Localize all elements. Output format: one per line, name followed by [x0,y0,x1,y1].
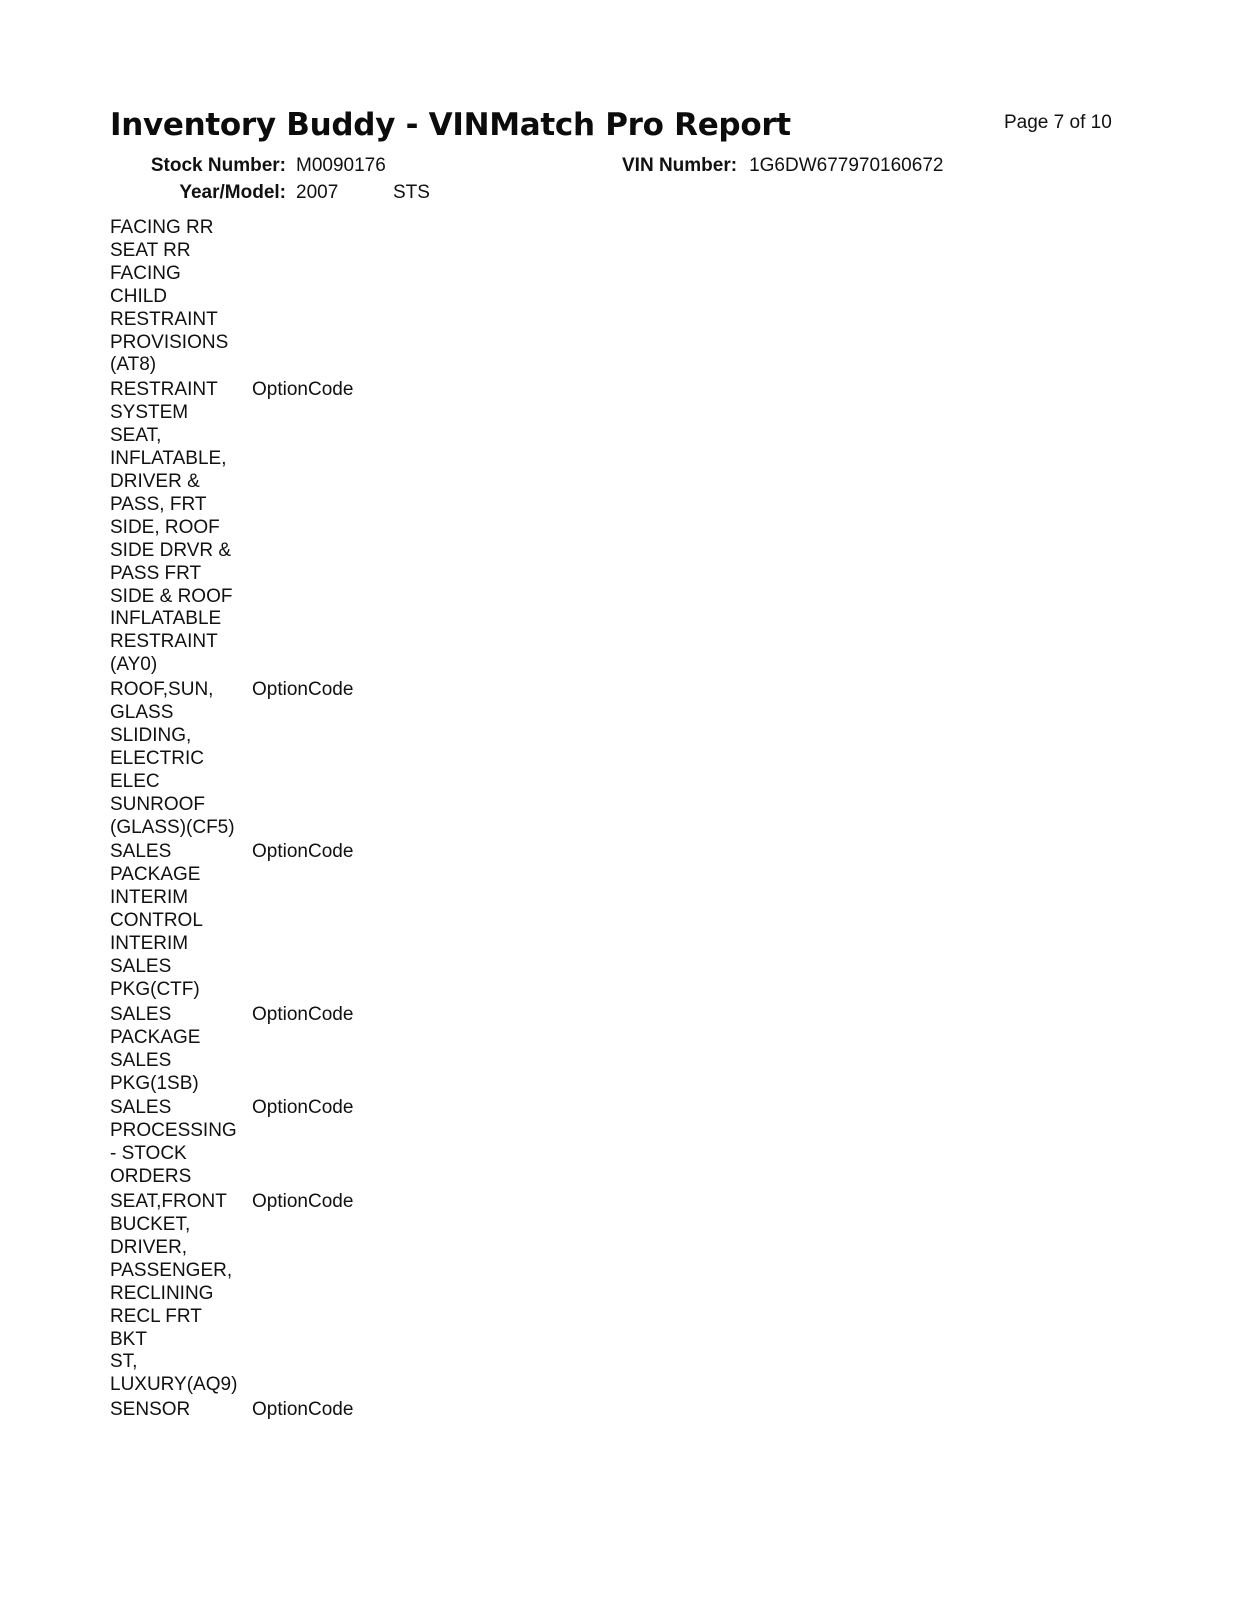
option-code: OptionCode [252,1097,354,1119]
option-description: SALES PROCESSING - STOCK ORDERS [110,1097,237,1188]
option-code: OptionCode [252,1191,354,1213]
vin-number-value: 1G6DW677970160672 [749,155,944,176]
year-model-label: Year/Model: [179,182,286,203]
option-list [110,217,530,1424]
vin-number-label: VIN Number: [622,155,738,176]
option-description: SALES PACKAGE INTERIM CONTROL INTERIM SALES PKG(CTF) [110,841,203,1000]
option-description: RESTRAINT SYSTEM SEAT, INFLATABLE, DRIVER & PASS, FRT SIDE, ROOF SIDE DRVR & PASS FRT SIDE & ROOF INFLATABLE RESTRAINT (AY0) [110,379,233,676]
option-code: OptionCode [252,679,354,701]
option-row [110,1097,530,1189]
page-indicator: Page 7 of 10 [1004,112,1112,133]
option-description: SALES PACKAGE SALES PKG(1SB) [110,1003,201,1094]
year-model-row [110,182,338,204]
model-value: STS [393,182,430,203]
option-row [110,841,530,1001]
option-description: FACING RR SEAT RR FACING CHILD RESTRAINT PROVISIONS (AT8) [110,217,229,376]
option-code: OptionCode [252,841,354,863]
vin-number-row [622,155,943,177]
option-row [110,679,530,839]
option-row [110,217,530,377]
report-title: Inventory Buddy - VINMatch Pro Report [110,107,791,143]
option-code: OptionCode [252,1399,354,1421]
stock-number-row [110,155,386,177]
year-value: 2007 [296,182,339,203]
option-description: SEAT,FRONT BUCKET, DRIVER, PASSENGER, RECLINING RECL FRT BKT ST, LUXURY(AQ9) [110,1191,238,1396]
option-row [110,1399,530,1422]
option-description: ROOF,SUN, GLASS SLIDING, ELECTRIC ELEC SUNROOF (GLASS)(CF5) [110,679,235,838]
option-row [110,1191,530,1397]
stock-number-value: M0090176 [296,155,386,176]
stock-number-label: Stock Number: [150,155,286,176]
option-code: OptionCode [252,1003,354,1025]
option-row [110,379,530,677]
option-code: OptionCode [252,379,354,401]
option-description: SENSOR [110,1399,191,1421]
option-row [110,1004,530,1096]
